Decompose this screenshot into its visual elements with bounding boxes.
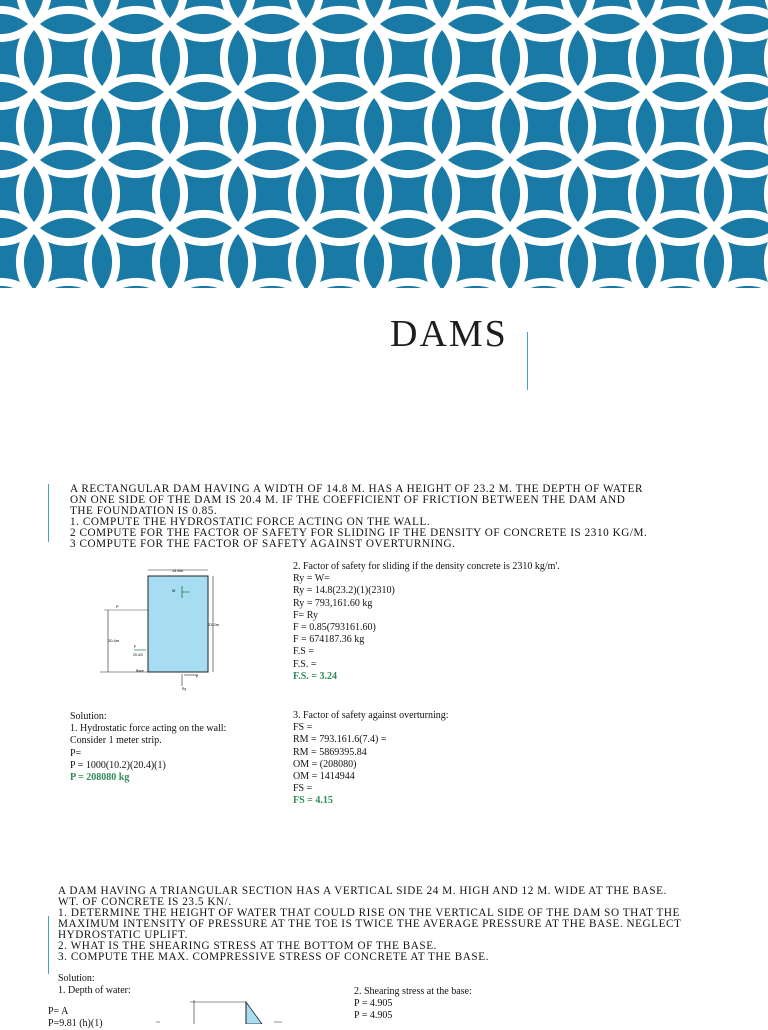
solution-line: Solution: <box>58 973 131 985</box>
solution-line: P = 4.905 <box>354 1010 472 1022</box>
base-label: Base <box>136 669 144 673</box>
overturning-solution <box>293 710 449 808</box>
dam-section <box>246 1002 262 1024</box>
dam-body <box>148 576 208 672</box>
statement-line: ON ONE SIDE OF THE DAM IS 20.4 M. IF THE COEFFICIENT OF FRICTION BETWEEN THE DAM AND <box>70 495 710 506</box>
water-label: 20.4m <box>108 638 120 643</box>
solution-line: 1. Depth of water: <box>58 985 131 997</box>
solution-line: Ry = 14.8(23.2)(1)(2310) <box>293 585 560 597</box>
problem2-solution <box>58 973 131 997</box>
statement-line: 2. WHAT IS THE SHEARING STRESS AT THE BOTTOM OF THE BASE. <box>58 941 738 952</box>
solution-line: RM = 5869395.84 <box>293 747 449 759</box>
solution-line: FS = <box>293 722 449 734</box>
statement-line: A DAM HAVING A TRIANGULAR SECTION HAS A VERTICAL SIDE 24 M. HIGH AND 12 M. WIDE AT THE BASE. <box>58 886 738 897</box>
statement-line: MAXIMUM INTENSITY OF PRESSURE AT THE TOE IS TWICE THE AVERAGE PRESSURE AT THE BASE. NEGLECT <box>58 919 738 930</box>
height-label: 23.2m <box>208 622 220 627</box>
solution-line: P=9.81 (h)(1) <box>48 1018 103 1030</box>
statement-line: A RECTANGULAR DAM HAVING A WIDTH OF 14.8 M. HAS A HEIGHT OF 23.2 M. THE DEPTH OF WATER <box>70 484 710 495</box>
width-label: 14.8m <box>172 568 184 573</box>
statement-line: WT. OF CONCRETE IS 23.5 KN/. <box>58 897 738 908</box>
overturning-result: FS = 4.15 <box>293 795 449 807</box>
solution-line: 3. Factor of safety against overturning: <box>293 710 449 722</box>
title-accent-line <box>527 332 528 390</box>
solution-line: F = 674187.36 kg <box>293 634 560 646</box>
solution-line: Consider 1 meter strip. <box>70 735 226 747</box>
hydrostatic-force-result: P = 208080 kg <box>70 772 226 784</box>
solution-line: Solution: <box>70 711 226 723</box>
solution-line: F= Ry <box>293 610 560 622</box>
statement-line: HYDROSTATIC UPLIFT. <box>58 930 738 941</box>
ry-label: Ry <box>182 687 187 691</box>
sliding-result: F.S. = 3.24 <box>293 671 560 683</box>
solution-line: P = 4.905 <box>354 998 472 1010</box>
solution-line: P= <box>70 748 226 760</box>
solution-line: F.S = <box>293 646 560 658</box>
statement-line: 2 COMPUTE FOR THE FACTOR OF SAFETY FOR SLIDING IF THE DENSITY OF CONCRETE IS 2310 KG/M. <box>70 528 710 539</box>
problem1-statement <box>70 484 710 550</box>
p-arrow-sub: 20.4/3 <box>133 653 143 657</box>
statement-line: 3 COMPUTE FOR THE FACTOR OF SAFETY AGAINST OVERTURNING. <box>70 539 710 550</box>
circle-pattern <box>0 0 768 288</box>
solution-line: P = 1000(10.2)(20.4)(1) <box>70 760 226 772</box>
problem2-accent-line <box>48 916 49 974</box>
statement-line: 3. COMPUTE THE MAX. COMPRESSIVE STRESS OF CONCRETE AT THE BASE. <box>58 952 738 963</box>
solution-line: F = 0.85(793161.60) <box>293 622 560 634</box>
solution-line: FS = <box>293 783 449 795</box>
solution-line: OM = (208080) <box>293 759 449 771</box>
w-label: W <box>172 589 176 593</box>
rectangular-dam-figure <box>100 562 230 694</box>
problem2-statement <box>58 886 738 963</box>
solution-line: P= A <box>48 1006 103 1018</box>
problem2-left-lines <box>48 1006 103 1030</box>
solution-line: 2. Shearing stress at the base: <box>354 986 472 998</box>
solution-line: OM = 1414944 <box>293 771 449 783</box>
statement-line: 1. COMPUTE THE HYDROSTATIC FORCE ACTING ON THE WALL. <box>70 517 710 528</box>
f-label: F <box>196 675 198 679</box>
solution-line: 1. Hydrostatic force acting on the wall: <box>70 723 226 735</box>
p-arrow-label: P <box>134 645 137 649</box>
solution-line: RM = 793.161.6(7.4) = <box>293 734 449 746</box>
problem1-solution <box>70 711 226 784</box>
sliding-solution <box>293 561 560 683</box>
header-banner <box>0 0 768 288</box>
level-label: P <box>116 604 119 609</box>
problem1-accent-line <box>48 484 49 542</box>
solution-line: 2. Factor of safety for sliding if the density concrete is 2310 kg/m'. <box>293 561 560 573</box>
solution-line: Ry = 793,161.60 kg <box>293 598 560 610</box>
page-title: DAMS <box>390 312 508 356</box>
solution-line: F.S. = <box>293 659 560 671</box>
statement-line: 1. DETERMINE THE HEIGHT OF WATER THAT COULD RISE ON THE VERTICAL SIDE OF THE DAM SO THAT THE <box>58 908 738 919</box>
shear-solution <box>354 986 472 1023</box>
statement-line: THE FOUNDATION IS 0.85. <box>70 506 710 517</box>
solution-line: Ry = W= <box>293 573 560 585</box>
triangular-dam-figure <box>150 998 290 1024</box>
